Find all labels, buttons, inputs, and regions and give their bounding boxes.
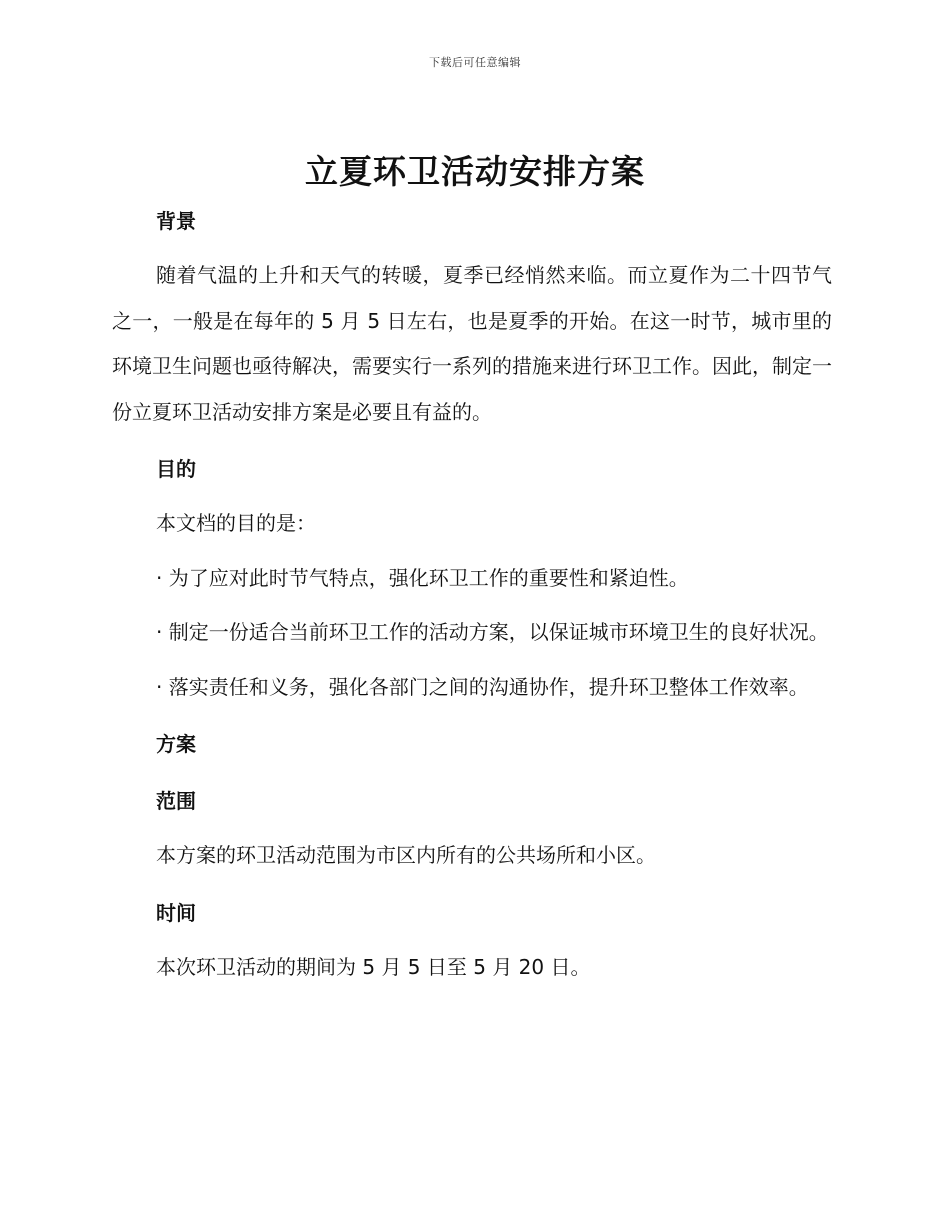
section-heading-purpose: 目的 — [156, 457, 196, 481]
section-heading-background: 背景 — [156, 209, 196, 233]
section-heading-plan: 方案 — [156, 732, 196, 756]
background-paragraph: 随着气温的上升和天气的转暖，夏季已经悄然来临。而立夏作为二十四节气之一，一般是在每年的 5 月 5 日左右，也是夏季的开始。在这一时节，城市里的环境卫生问题也亟待解决，需要实行一系列的措施来进行环卫工作。因此，制定一份立夏环卫活动安排方案是必要且有益的。 — [112, 263, 832, 424]
document-title: 立夏环卫活动安排方案 — [305, 152, 645, 191]
section-heading-scope: 范围 — [156, 789, 196, 813]
scope-paragraph: 本方案的环卫活动范围为市区内所有的公共场所和小区。 — [156, 843, 656, 867]
purpose-item: · 落实责任和义务，强化各部门之间的沟通协作，提升环卫整体工作效率。 — [156, 674, 809, 699]
time-paragraph: 本次环卫活动的期间为 5 月 5 日至 5 月 20 日。 — [156, 954, 591, 979]
purpose-item: · 为了应对此时节气特点，强化环卫工作的重要性和紧迫性。 — [156, 565, 689, 590]
section-heading-time: 时间 — [156, 900, 196, 925]
purpose-item: · 制定一份适合当前环卫工作的活动方案，以保证城市环境卫生的良好状况。 — [156, 620, 829, 644]
purpose-intro: 本文档的目的是： — [156, 511, 316, 535]
page-header-note: 下载后可任意编辑 — [429, 56, 521, 69]
document-body — [112, 196, 832, 999]
